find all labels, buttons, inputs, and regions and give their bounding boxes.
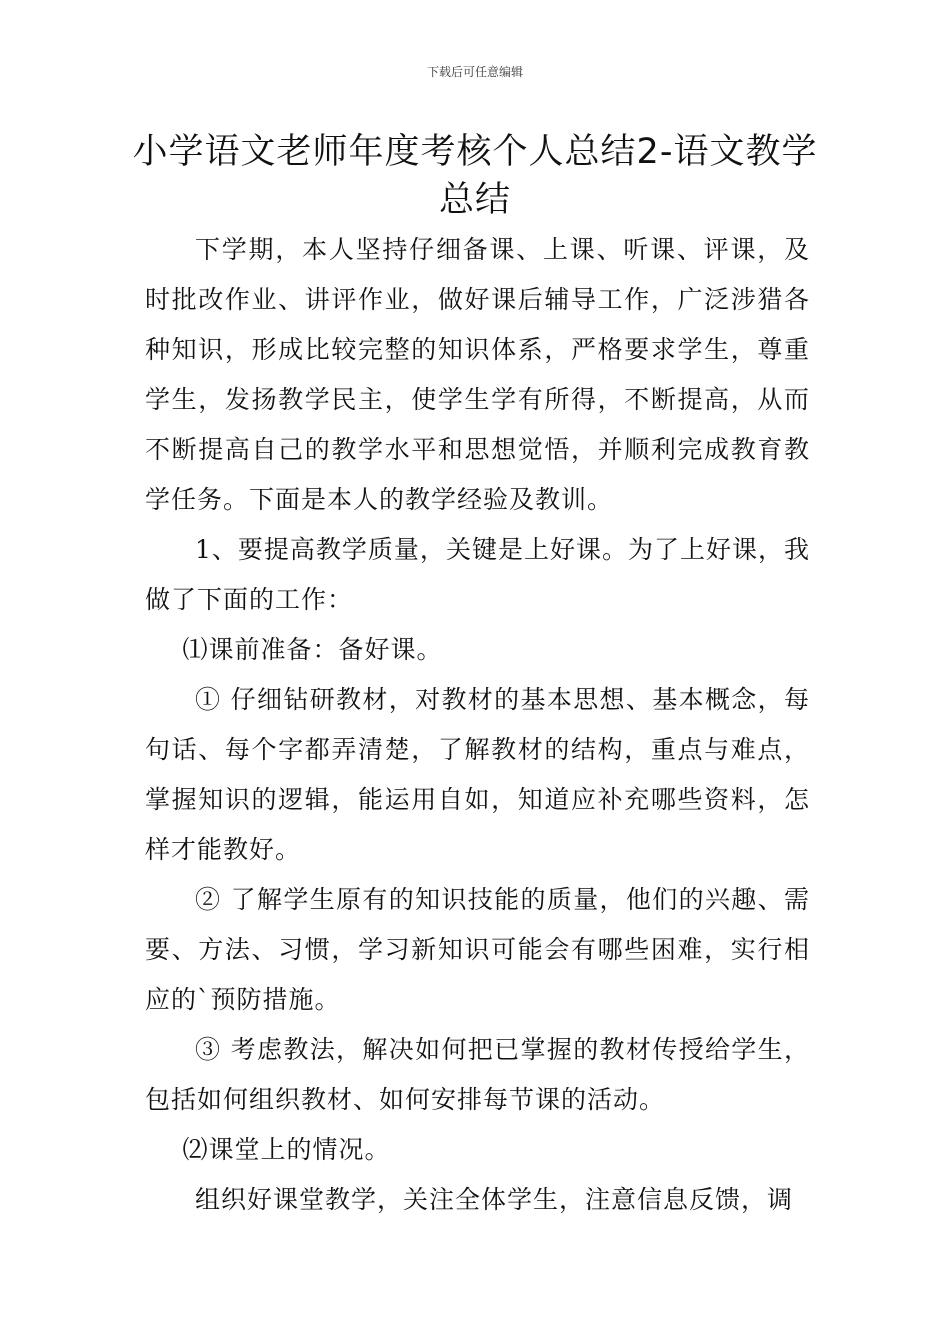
paragraph-point-1: 1、要提高教学质量，关键是上好课。为了上好课，我做了下面的工作： [145, 535, 810, 614]
paragraph-intro: 下学期，本人坚持仔细备课、上课、听课、评课，及时批改作业、讲评作业，做好课后辅导工作，广泛涉猎各种知识，形成比较完整的知识体系，严格要求学生，尊重学生，发扬教学民主，使学生学有所得，不断提高，从而不断提高自己的教学水平和思想觉悟，并顺利完成教育教学任务。下面是本人的教学经验及教训。 [145, 235, 810, 514]
paragraph-section-2: ⑵课堂上的情况。 [182, 1135, 391, 1164]
document-body [145, 225, 810, 1225]
page-header: 下载后可任意编辑 [426, 65, 523, 79]
document-title: 小学语文老师年度考核个人总结2-语文教学总结 [132, 132, 818, 220]
paragraph-item-1: ① 仔细钻研教材，对教材的基本思想、基本概念，每句话、每个字都弄清楚，了解教材的结构，重点与难点，掌握知识的逻辑，能运用自如，知道应补充哪些资料，怎样才能教好。 [145, 685, 810, 864]
paragraph-classroom: 组织好课堂教学，关注全体学生，注意信息反馈，调 [195, 1185, 794, 1214]
paragraph-item-2: ② 了解学生原有的知识技能的质量，他们的兴趣、需要、方法、习惯，学习新知识可能会有哪些困难，实行相应的`预防措施。 [145, 885, 810, 1014]
paragraph-item-3: ③ 考虑教法，解决如何把已掌握的教材传授给学生，包括如何组织教材、如何安排每节课的活动。 [145, 1035, 810, 1114]
paragraph-section-1: ⑴课前准备：备好课。 [182, 635, 443, 664]
